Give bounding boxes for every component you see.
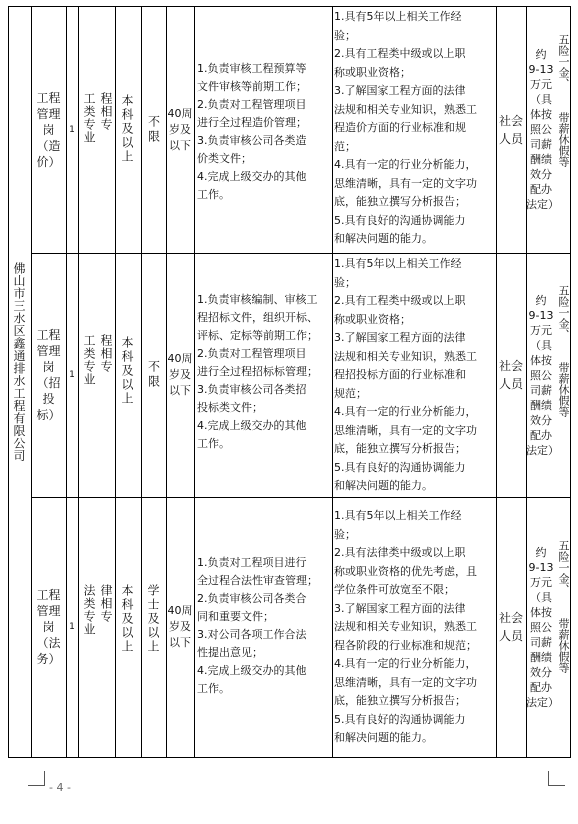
req-line: 和解决问题的能力。	[334, 731, 433, 744]
salary-line: 万元	[530, 575, 552, 589]
duty-line: 投标类文件；	[197, 401, 263, 414]
age-line: 40周	[167, 352, 193, 365]
education: 本科及以上	[120, 336, 134, 406]
position-line: （招	[36, 376, 61, 390]
benefits-col2: 带薪休假等	[557, 112, 570, 167]
position-line: （法	[36, 636, 61, 650]
duty-line: 性提出意见；	[197, 646, 263, 659]
duties	[197, 291, 331, 453]
req-line: 称或职业资格；	[334, 65, 411, 79]
age-limit	[166, 6, 194, 253]
headcount: 1	[69, 370, 75, 380]
duty-line: 文件审核等前期工作；	[197, 80, 307, 93]
target-group: 社会人员	[499, 611, 524, 643]
req-line: 4.具有一定的行业分析能力，	[334, 158, 477, 171]
salary-line: 万元	[530, 323, 552, 337]
major-col2: 程相专	[99, 92, 113, 131]
salary-line: 万元	[530, 78, 552, 91]
salary-line: 配办	[530, 680, 552, 694]
salary-line: 效分	[530, 413, 552, 427]
duty-line: 1.负责审核编制、审核工	[197, 293, 318, 306]
major-col1: 工类专业	[82, 334, 96, 386]
req-line: 验；	[334, 275, 356, 289]
salary	[526, 497, 559, 757]
salary-line: 酬绩	[530, 153, 552, 166]
duty-line: 2.负责审核公司各类合	[197, 592, 307, 605]
req-line: 5.具有良好的沟通协调能力	[334, 712, 466, 726]
position-line: （造	[36, 138, 61, 153]
salary-line: 酬绩	[530, 650, 552, 664]
position-line: 投	[42, 392, 55, 406]
position-line: 岗	[42, 620, 55, 634]
salary-line: 9-13	[528, 560, 554, 574]
req-line: 规范；	[334, 386, 367, 400]
req-line: 2.具有法律类中级或以上职	[334, 546, 466, 559]
table-top-border	[8, 6, 571, 7]
req-line: 验；	[334, 28, 356, 42]
education: 本科及以上	[120, 584, 134, 654]
salary-line: 法定）	[526, 695, 559, 709]
duty-line: 3.对公司各项工作合法	[197, 628, 307, 641]
major-col2: 律相专	[99, 584, 113, 623]
duty-line: 工作。	[197, 188, 230, 201]
req-line: 3.了解国家工程方面的法律	[334, 331, 466, 344]
duty-line: 全过程合法性审查管理；	[197, 574, 318, 587]
req-line: 称或职业资格的优先考虑，且	[334, 564, 477, 578]
position-line: 工程	[36, 588, 61, 602]
benefits-col2: 带薪休假等	[557, 618, 570, 673]
major-col2: 程相专	[99, 334, 113, 373]
age-limit	[166, 497, 194, 757]
salary-line: （具	[530, 590, 552, 604]
age-limit	[166, 253, 194, 497]
req-line: 法规和相关专业知识，熟悉工	[334, 102, 477, 116]
position-line: 岗	[42, 360, 55, 374]
col-border	[78, 6, 79, 758]
salary	[526, 253, 559, 497]
salary-line: 酬绩	[530, 398, 552, 412]
req-line: 5.具有良好的沟通协调能力	[334, 460, 466, 474]
req-line: 称或职业资格；	[334, 312, 411, 326]
row-divider	[31, 497, 571, 498]
req-line: 思维清晰，具有一定的文字功	[334, 176, 477, 190]
position-line: 工程	[36, 328, 61, 342]
salary-line: 照公	[530, 620, 552, 634]
degree: 不限	[146, 114, 161, 145]
req-line: 和解决问题的能力。	[334, 479, 433, 492]
major-col1: 工类专业	[82, 92, 96, 144]
position-line: 管理	[36, 106, 61, 121]
req-line: 程造价方面的行业标准和规	[334, 121, 466, 134]
col-border	[115, 6, 116, 758]
req-line: 底，能独立撰写分析报告；	[334, 442, 466, 455]
req-line: 法规和相关专业知识，熟悉工	[334, 620, 477, 633]
table-bottom-border	[8, 757, 571, 758]
duty-line: 工作。	[197, 437, 230, 450]
col-border	[8, 6, 9, 758]
duty-line: 工作。	[197, 682, 230, 695]
duty-line: 1.负责审核工程预算等	[197, 62, 307, 75]
req-line: 底，能独立撰写分析报告；	[334, 694, 466, 707]
benefits-col2: 带薪休假等	[557, 362, 570, 417]
salary-line: 约	[535, 293, 547, 307]
requirements	[334, 255, 496, 496]
col-border	[194, 6, 195, 758]
page-corner-mark	[28, 771, 45, 786]
position-title	[31, 253, 66, 497]
duty-line: 4.完成上级交办的其他	[197, 664, 307, 677]
duties	[197, 60, 331, 204]
req-line: 1.具有5年以上相关工作经	[334, 509, 462, 522]
salary-line: 效分	[530, 168, 552, 181]
salary-line: （具	[530, 93, 552, 106]
salary-line: 法定）	[526, 443, 559, 457]
position-line: 岗	[42, 122, 55, 137]
salary-line: 9-13	[528, 308, 554, 322]
benefits-col1: 五险一金、	[557, 540, 570, 595]
duty-line: 进行全过程招标标管理；	[197, 365, 318, 378]
req-line: 思维清晰，具有一定的文字功	[334, 675, 477, 689]
salary-line: 约	[535, 48, 547, 61]
col-border	[332, 6, 333, 758]
age-line: 40周	[167, 106, 193, 120]
req-line: 程各阶段的行业标准和规范；	[334, 638, 477, 652]
position-line: 标）	[36, 408, 61, 422]
req-line: 验；	[334, 527, 356, 541]
salary-line: 配办	[530, 428, 552, 442]
salary-line: 约	[535, 545, 547, 559]
position-line: 工程	[36, 90, 61, 105]
req-line: 1.具有5年以上相关工作经	[334, 257, 462, 270]
requirements	[334, 507, 496, 748]
requirements	[334, 8, 496, 249]
req-line: 底，能独立撰写分析报告；	[334, 195, 466, 208]
salary-line: 法定）	[526, 198, 559, 211]
duty-line: 价类文件；	[197, 152, 252, 165]
headcount: 1	[69, 124, 75, 135]
req-line: 2.具有工程类中级或以上职	[334, 294, 466, 307]
req-line: 4.具有一定的行业分析能力，	[334, 657, 477, 670]
col-border	[570, 6, 571, 758]
benefits-col1: 五险一金、	[557, 34, 570, 89]
salary-line: 司薪	[530, 635, 552, 649]
position-line: 务）	[36, 652, 61, 666]
duty-line: 3.负责审核公司各类招	[197, 383, 307, 396]
req-line: 学位条件可放宽至不限；	[334, 583, 455, 596]
duty-line: 2.负责对工程管理项目	[197, 98, 307, 111]
duties	[197, 554, 331, 698]
position-line: 价）	[36, 154, 61, 169]
target-group: 社会人员	[499, 359, 524, 391]
benefits-col1: 五险一金、	[557, 285, 570, 340]
req-line: 3.了解国家工程方面的法律	[334, 84, 466, 97]
position-title	[31, 497, 66, 757]
company-name: 佛山市三水区鑫通排水工程有限公司	[12, 262, 26, 462]
req-line: 2.具有工程类中级或以上职	[334, 47, 466, 60]
duty-line: 程招标文件，组织开标、	[197, 311, 318, 324]
duty-line: 评标、定标等前期工作；	[197, 329, 318, 342]
education: 本科及以上	[120, 94, 134, 164]
degree: 学士及以上	[146, 584, 160, 654]
position-line: 管理	[36, 604, 61, 618]
salary	[526, 6, 559, 253]
duty-line: 同和重要文件；	[197, 610, 274, 623]
req-line: 范；	[334, 139, 356, 153]
salary-line: 体按	[530, 108, 552, 121]
salary-line: 照公	[530, 368, 552, 382]
req-line: 5.具有良好的沟通协调能力	[334, 213, 466, 227]
degree: 不限	[146, 360, 161, 390]
age-line: 以下	[169, 636, 191, 649]
duty-line: 4.完成上级交办的其他	[197, 170, 307, 183]
position-title	[31, 6, 66, 253]
duty-line: 进行全过程造价管理；	[197, 116, 307, 129]
req-line: 3.了解国家工程方面的法律	[334, 601, 466, 615]
age-line: 以下	[169, 138, 191, 152]
age-line: 以下	[169, 384, 191, 397]
salary-line: 9-13	[528, 63, 554, 76]
req-line: 法规和相关专业知识，熟悉工	[334, 349, 477, 363]
headcount: 1	[69, 622, 75, 632]
req-line: 1.具有5年以上相关工作经	[334, 10, 462, 23]
age-line: 岁及	[169, 620, 191, 633]
req-line: 4.具有一定的行业分析能力，	[334, 405, 477, 418]
req-line: 和解决问题的能力。	[334, 232, 433, 245]
age-line: 岁及	[169, 122, 191, 136]
age-line: 岁及	[169, 368, 191, 381]
col-border	[496, 6, 497, 758]
salary-line: 效分	[530, 665, 552, 679]
major-col1: 法类专业	[82, 584, 96, 636]
page-number: - 4 -	[49, 781, 71, 794]
salary-line: 体按	[530, 605, 552, 619]
duty-line: 4.完成上级交办的其他	[197, 419, 307, 432]
salary-line: 照公	[530, 123, 552, 136]
page-corner-mark	[548, 771, 565, 786]
age-line: 40周	[167, 604, 193, 617]
salary-line: 体按	[530, 353, 552, 367]
duty-line: 3.负责审核公司各类造	[197, 134, 307, 147]
row-divider	[31, 253, 571, 254]
duty-line: 1.负责对工程项目进行	[197, 556, 307, 569]
duty-line: 2.负责对工程管理项目	[197, 347, 307, 360]
req-line: 思维清晰，具有一定的文字功	[334, 423, 477, 437]
salary-line: （具	[530, 338, 552, 352]
salary-line: 配办	[530, 183, 552, 196]
salary-line: 司薪	[530, 138, 552, 151]
req-line: 程招投标方面的行业标准和	[334, 368, 466, 381]
salary-line: 司薪	[530, 383, 552, 397]
target-group: 社会人员	[499, 113, 524, 146]
position-line: 管理	[36, 344, 61, 358]
